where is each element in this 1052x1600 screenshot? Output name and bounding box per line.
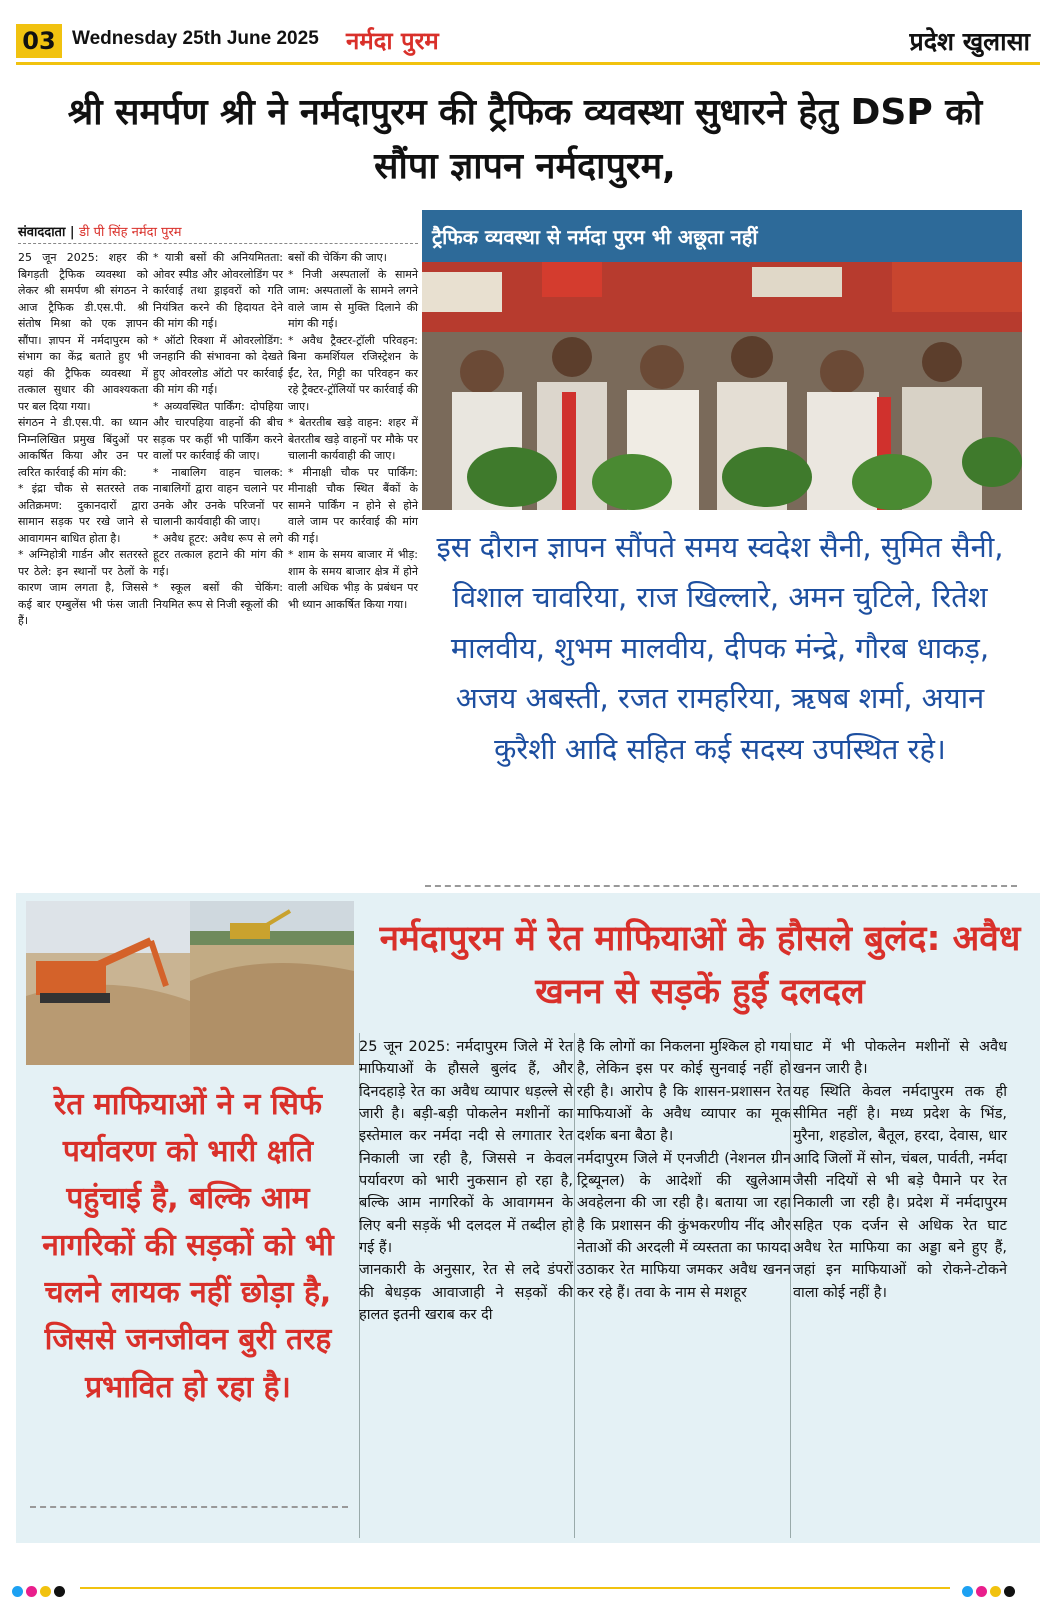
- footer-dots-right: [962, 1582, 1018, 1594]
- byline-rule: [18, 243, 418, 244]
- sand-mining-headline: नर्मदापुरम में रेत माफियाओं के हौसले बुलंद: अवैध खनन से सड़कें हुईं दलदल: [379, 919, 1021, 1012]
- byline-label: संवाददाता: [18, 225, 66, 240]
- footer-rule: [80, 1587, 950, 1589]
- footer-dot: [54, 1586, 65, 1597]
- page-number: 03: [16, 24, 62, 58]
- main-headline: श्री समर्पण श्री ने नर्मदापुरम की ट्रैफिक व्यवस्था सुधारने हेतु DSP को सौंपा ज्ञापन नर्मदापुरम,: [67, 92, 983, 187]
- pull-quote-rule: [30, 1506, 348, 1508]
- pull-quote: रेत माफियाओं ने न सिर्फ पर्यावरण को भारी क्षति पहुंचाई है, बल्कि आम नागरिकों की सड़कों को भी चलने लायक नहीं छोड़ा है, जिससे जनजीवन बुरी तरह प्रभावित हो रहा है।: [42, 1087, 334, 1405]
- issue-date: Wednesday 25th June 2025: [72, 28, 319, 49]
- footer-dot: [26, 1586, 37, 1597]
- article1-column-2: * यात्री बसों की अनियमितता: ओवर स्पीड और ओवरलोडिंग पर कार्रवाई तथा ड्राइवरों को गति नियंत्रित करने की हिदायत देने की मांग की गई। * ऑटो रिक्शा में ओवरलोडिंग: जनहानि की संभावना को देखते हुए ओवरलोड ऑटो पर कार्रवाई की मांग की गई। * अव्यवस्थित पार्किंग: दोपहिया और चारपहिया वाहनों की बीच सड़क पर कहीं भी पार्किंग करने वालों पर कार्रवाई की जाए। * नाबालिग वाहन चालक: नाबालिगों द्वारा वाहन चलाने पर उनके और उनके परिजनों पर चालानी कार्यवाही की जाए। * अवैध हूटर: अवैध रूप से लगे हूटर तत्काल हटाने की मांग की गई। * स्कूल बसों की चेकिंग: नियमित रूप से निजी स्कूलों की: [153, 251, 283, 611]
- attendees-text: इस दौरान ज्ञापन सौंपते समय स्वदेश सैनी, सुमित सैनी, विशाल चावरिया, राज खिल्लारे, अमन चुटिले, रितेश मालवीय, शुभम मालवीय, दीपक मंन्द्रे, गौरब धाकड़, अजय अबस्ती, रजत रामहरिया, ऋषब शर्मा, अयान कुरैशी आदि सहित कई सदस्य उपस्थित रहे।: [436, 530, 1004, 766]
- article2-column-1: 25 जून 2025: नर्मदापुरम जिले में रेत माफियाओं के हौसले बुलंद हैं, और दिनदहाड़े रेत का अवैध व्यापार धड़ल्ले से जारी है। बड़ी-बड़ी पोकलेन मशीनों का इस्तेमाल कर नर्मदा नदी से लगातार रेत निकाली जा रही है, जिससे न केवल पर्यावरण को भारी नुकसान हो रहा है, बल्कि आम नागरिकों के आवागमन के लिए बनी सड़कें भी दलदल में तब्दील हो गई हैं। जानकारी के अनुसार, रेत से लदे डंपरों की बेधड़क आवाजाही ने सड़कों की हालत इतनी खराब कर दी: [359, 1039, 573, 1323]
- footer-dot: [1004, 1586, 1015, 1597]
- column-rule: [574, 1033, 575, 1538]
- section-divider: [425, 885, 1017, 887]
- rally-photo-box: [422, 210, 1022, 510]
- footer-dot: [990, 1586, 1001, 1597]
- edition-place: नर्मदा पुरम: [346, 27, 439, 55]
- footer-dot: [962, 1586, 973, 1597]
- excavator-photo: [26, 901, 190, 1065]
- header-rule: [16, 62, 1040, 65]
- column-rule: [790, 1033, 791, 1538]
- article2-column-3: घाट में भी पोकलेन मशीनों से अवैध खनन जारी है। यह स्थिति केवल नर्मदापुरम तक ही सीमित नहीं है। मध्य प्रदेश के भिंड, मुरैना, शहडोल, बैतूल, हरदा, देवास, धार आदि जिलों में सोन, चंबल, पार्वती, नर्मदा जैसी नदियों से भी बड़े पैमाने पर रेत निकाली जा रही है। प्रदेश में नर्मदापुरम सहित एक दर्जन से अधिक रेत घाट अवैध रेत माफिया का अड्डा बने हुए हैं, जहां इन माफियाओं को रोकने-टोकने वाला कोई नहीं है।: [793, 1039, 1007, 1301]
- footer-dot: [976, 1586, 987, 1597]
- byline: [18, 222, 182, 240]
- newspaper-brand: प्रदेश खुलासा: [909, 27, 1030, 56]
- footer-dot: [40, 1586, 51, 1597]
- photo-caption: ट्रैफिक व्यवस्था से नर्मदा पुरम भी अछूता नहीं: [422, 210, 1022, 262]
- masthead: [16, 20, 1040, 62]
- rally-photo: [422, 262, 1022, 510]
- footer-dot: [12, 1586, 23, 1597]
- footer-dots-left: [12, 1582, 68, 1594]
- article1-column-3: बसों की चेकिंग की जाए। * निजी अस्पतालों के सामने जाम: अस्पतालों के सामने लगने वाले जाम से मुक्ति दिलाने की मांग की गई। * अवैध ट्रैक्टर-ट्रॉली परिवहन: बिना कमर्शियल रजिस्ट्रेशन के ईंट, रेत, गिट्टी का परिवहन कर रहे ट्रैक्टर-ट्रॉलियों पर कार्रवाई की जाए। * बेतरतीब खड़े वाहन: शहर में बेतरतीब खड़े वाहनों पर मौके पर चालानी कार्यवाही की जाए। * मीनाक्षी चौक पर पार्किंग: मीनाक्षी चौक स्थित बैंकों के सामने पार्किंग न होने से होने वाले जाम पर कार्रवाई की मांग की गई। * शाम के समय बाजार में भीड़: शाम के समय बाजार क्षेत्र में होने वाली अधिक भीड़ के प्रबंधन पर भी ध्यान आकर्षित किया गया।: [288, 251, 419, 611]
- sand-mining-article: [16, 893, 1040, 1543]
- article1-column-1: 25 जून 2025: शहर की बिगड़ती ट्रैफिक व्यवस्था को लेकर श्री समर्पण श्री संगठन ने आज ट्रैफिक डी.एस.पी. श्री संतोष मिश्रा को एक ज्ञापन सौंपा। ज्ञापन में नर्मदापुरम को संभाग का केंद्र बताते हुए भी यहां की ट्रैफिक व्यवस्था में तत्काल सुधार की आवश्यकता पर बल दिया गया। संगठन ने डी.एस.पी. का ध्यान निम्नलिखित प्रमुख बिंदुओं पर आकर्षित किया और उन पर त्वरित कार्रवाई की मांग की: * इंद्रा चौक से सतरस्ते तक अतिक्रमण: दुकानदारों द्वारा सामान सड़क पर रखे जाने से आवागमन बाधित होता है। * अग्निहोत्री गार्डन और सतरस्ते पर ठेले: इन स्थानों पर ठेलों के कारण जाम लगता है, जिससे कई बार एम्बुलेंस भी फंस जाती हैं।: [18, 251, 148, 627]
- sand-pit-photo: [190, 901, 354, 1065]
- byline-separator: |: [69, 225, 75, 240]
- byline-reporter: डी पी सिंह नर्मदा पुरम: [79, 225, 182, 240]
- article2-column-2: है कि लोगों का निकलना मुश्किल हो गया है, लेकिन इस पर कोई सुनवाई नहीं हो रही है। आरोप है कि शासन-प्रशासन रेत माफियाओं के अवैध व्यापार का मूक दर्शक बना बैठा है। नर्मदापुरम जिले में एनजीटी (नेशनल ग्रीन ट्रिब्यूनल) के आदेशों की खुलेआम अवहेलना की जा रही है। बताया जा रहा है कि प्रशासन की कुंभकरणीय नींद और नेताओं की अरदली में व्यस्तता का फायदा उठाकर रेत माफिया जमकर अवैध खनन कर रहे हैं। तवा के नाम से मशहूर: [577, 1039, 791, 1301]
